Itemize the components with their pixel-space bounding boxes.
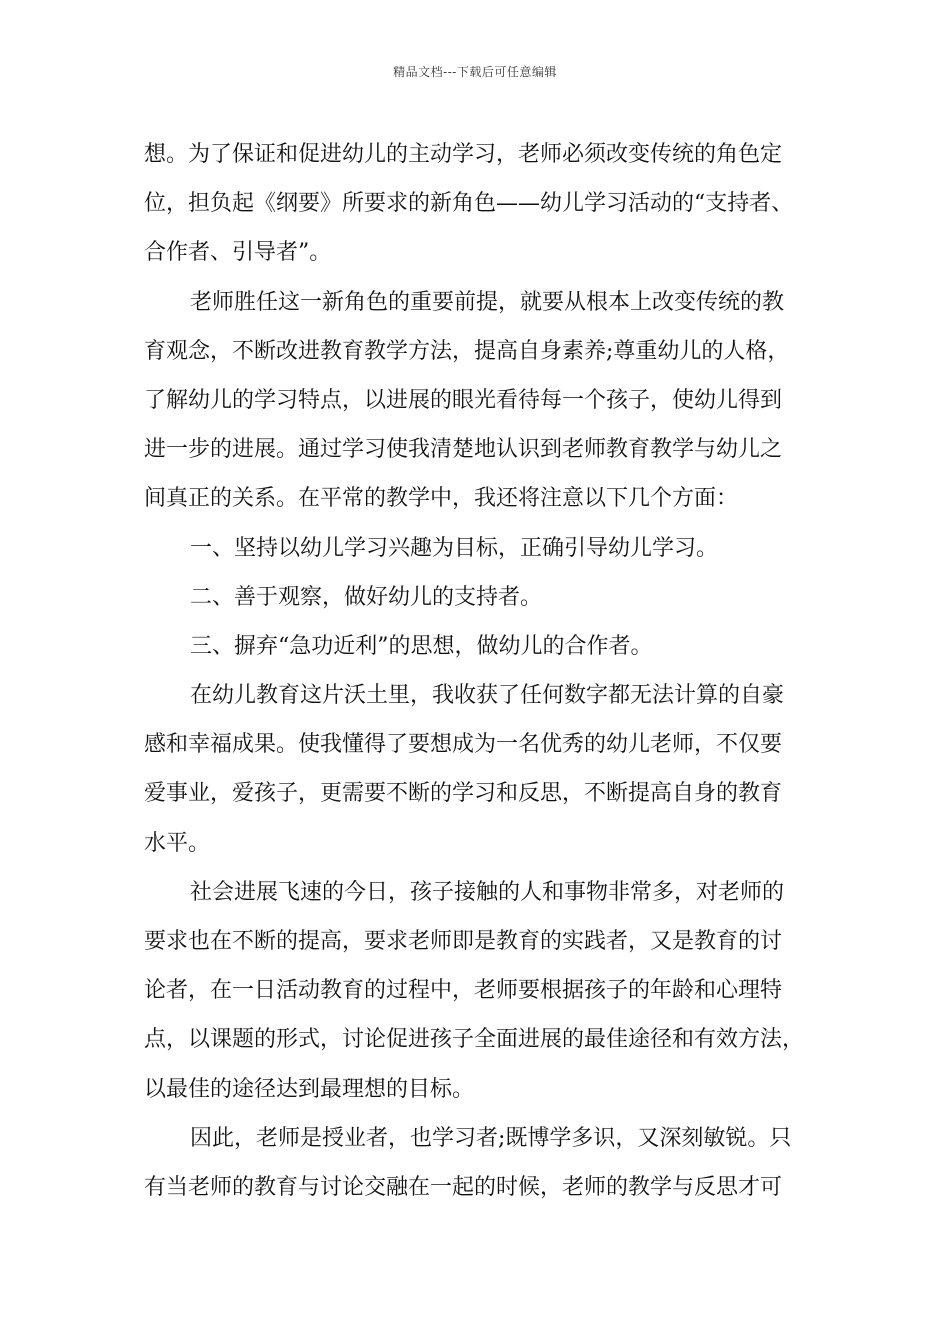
- text-line: 社会进展飞速的今日，孩子接触的人和事物非常多，对老师的: [190, 879, 785, 905]
- text-line: 了解幼儿的学习特点，以进展的眼光看待每一个孩子，使幼儿得到: [144, 387, 783, 413]
- text-line: 以最佳的途径达到最理想的目标。: [144, 1076, 475, 1102]
- text-line: 老师胜任这一新角色的重要前提，就要从根本上改变传统的教: [190, 289, 785, 315]
- text-line: 爱事业，爱孩子，更需要不断的学习和反思，不断提高自身的教育: [144, 781, 783, 807]
- text-line: 要求也在不断的提高，要求老师即是教育的实践者，又是教育的讨: [144, 929, 783, 954]
- text-line: 感和幸福成果。使我懂得了要想成为一名优秀的幼儿老师，不仅要: [144, 732, 783, 758]
- text-line: 三、摒弃“急功近利”的思想，做幼儿的合作者。: [190, 633, 653, 659]
- text-line: 水平。: [144, 830, 211, 856]
- text-line: 间真正的关系。在平常的教学中，我还将注意以下几个方面：: [144, 486, 739, 512]
- text-line: 论者，在一日活动教育的过程中，老师要根据孩子的年龄和心理特: [144, 978, 783, 1004]
- text-line: 想。为了保证和促进幼儿的主动学习，老师必须改变传统的角色定: [144, 142, 783, 167]
- text-line: 因此，老师是授业者，也学习者;既博学多识，又深刻敏锐。只: [190, 1125, 792, 1151]
- text-line: 合作者、引导者”。: [144, 240, 332, 266]
- text-line: 进一步的进展。通过学习使我清楚地认识到老师教育教学与幼儿之: [144, 437, 783, 463]
- document-body: [144, 130, 834, 1212]
- text-line: 一、坚持以幼儿学习兴趣为目标，正确引导幼儿学习。: [190, 535, 719, 561]
- page-header: 精品文档---下载后可任意编辑: [393, 65, 557, 79]
- text-line: 有当老师的教育与讨论交融在一起的时候，老师的教学与反思才可: [144, 1174, 783, 1200]
- text-line: 育观念，不断改进教育教学方法，提高自身素养;尊重幼儿的人格，: [144, 338, 790, 364]
- text-line: 在幼儿教育这片沃土里，我收获了任何数字都无法计算的自豪: [190, 683, 785, 709]
- text-line: 位，担负起《纲要》所要求的新角色——幼儿学习活动的“支持者、: [144, 191, 794, 217]
- text-line: 二、善于观察，做好幼儿的支持者。: [190, 584, 543, 610]
- text-line: 点，以课题的形式，讨论促进孩子全面进展的最佳途径和有效方法，: [144, 1027, 805, 1053]
